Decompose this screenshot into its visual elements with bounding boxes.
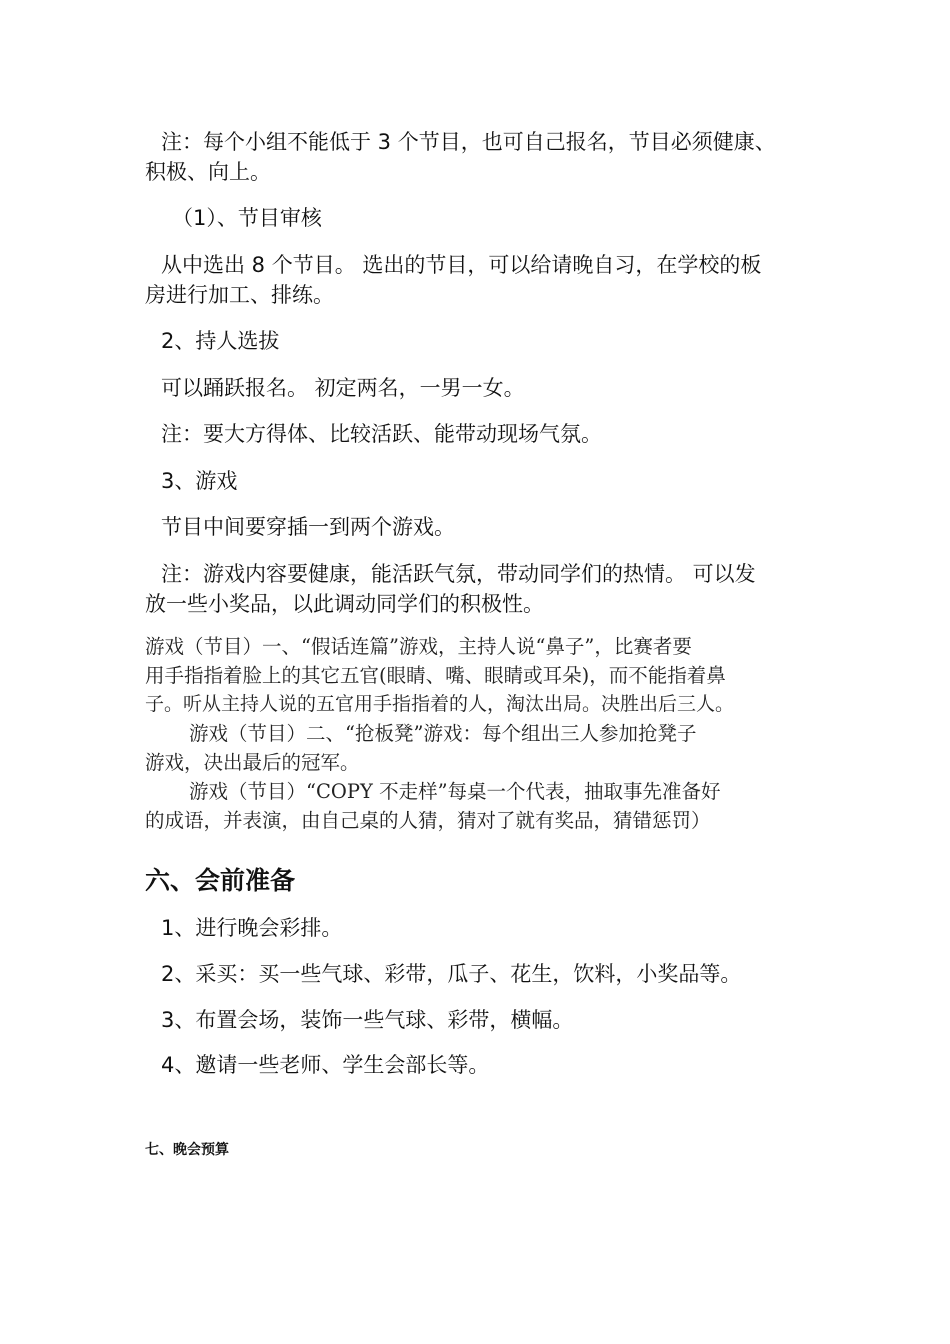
game-description-line: 游戏（节目）一、“假话连篇”游戏，主持人说“鼻子”，比赛者要 [145, 635, 692, 658]
game-description-line: 游戏（节目）二、“抢板凳”游戏：每个组出三人参加抢凳子 [189, 722, 697, 745]
paragraph-line: 可以踊跃报名。 初定两名，一男一女。 [161, 376, 525, 400]
subheading: （1）、节目审核 [172, 206, 322, 230]
paragraph-line: 放一些小奖品，以此调动同学们的积极性。 [145, 592, 544, 616]
paragraph-line: 注：游戏内容要健康，能活跃气氛，带动同学们的热情。 可以发 [161, 562, 756, 586]
list-item: 4、邀请一些老师、学生会部长等。 [161, 1053, 490, 1077]
section-heading: 七、晚会预算 [145, 1142, 229, 1158]
list-item: 3、布置会场，装饰一些气球、彩带，横幅。 [161, 1008, 574, 1032]
paragraph-line: 房进行加工、排练。 [145, 283, 334, 307]
game-description-line: 子。听从主持人说的五官用手指指着的人，淘汰出局。决胜出后三人。 [145, 693, 735, 715]
paragraph-line: 节目中间要穿插一到两个游戏。 [161, 515, 455, 539]
game-description-line: 游戏（节目）“COPY 不走样”每桌一个代表，抽取事先准备好 [189, 780, 721, 803]
game-description-line: 用手指指着脸上的其它五官(眼睛、嘴、眼睛或耳朵)，而不能指着鼻 [145, 664, 726, 687]
paragraph-line: 注：每个小组不能低于 3 个节目，也可自己报名，节目必须健康、 [161, 130, 776, 154]
section-heading: 六、会前准备 [145, 866, 296, 895]
paragraph-line: 积极、向上。 [145, 160, 271, 184]
game-description-line: 游戏，决出最后的冠军。 [145, 751, 360, 774]
subheading: 3、游戏 [161, 469, 238, 493]
list-item: 1、进行晚会彩排。 [161, 916, 343, 940]
list-item: 2、采买：买一些气球、彩带，瓜子、花生，饮料，小奖品等。 [161, 962, 742, 986]
paragraph-line: 从中选出 8 个节目。 选出的节目，可以给请晚自习，在学校的板 [161, 253, 762, 277]
paragraph-line: 注：要大方得体、比较活跃、能带动现场气氛。 [161, 422, 602, 446]
subheading: 2、持人选拔 [161, 329, 280, 353]
game-description-line: 的成语，并表演，由自己桌的人猜，猜对了就有奖品，猜错惩罚） [145, 809, 711, 832]
